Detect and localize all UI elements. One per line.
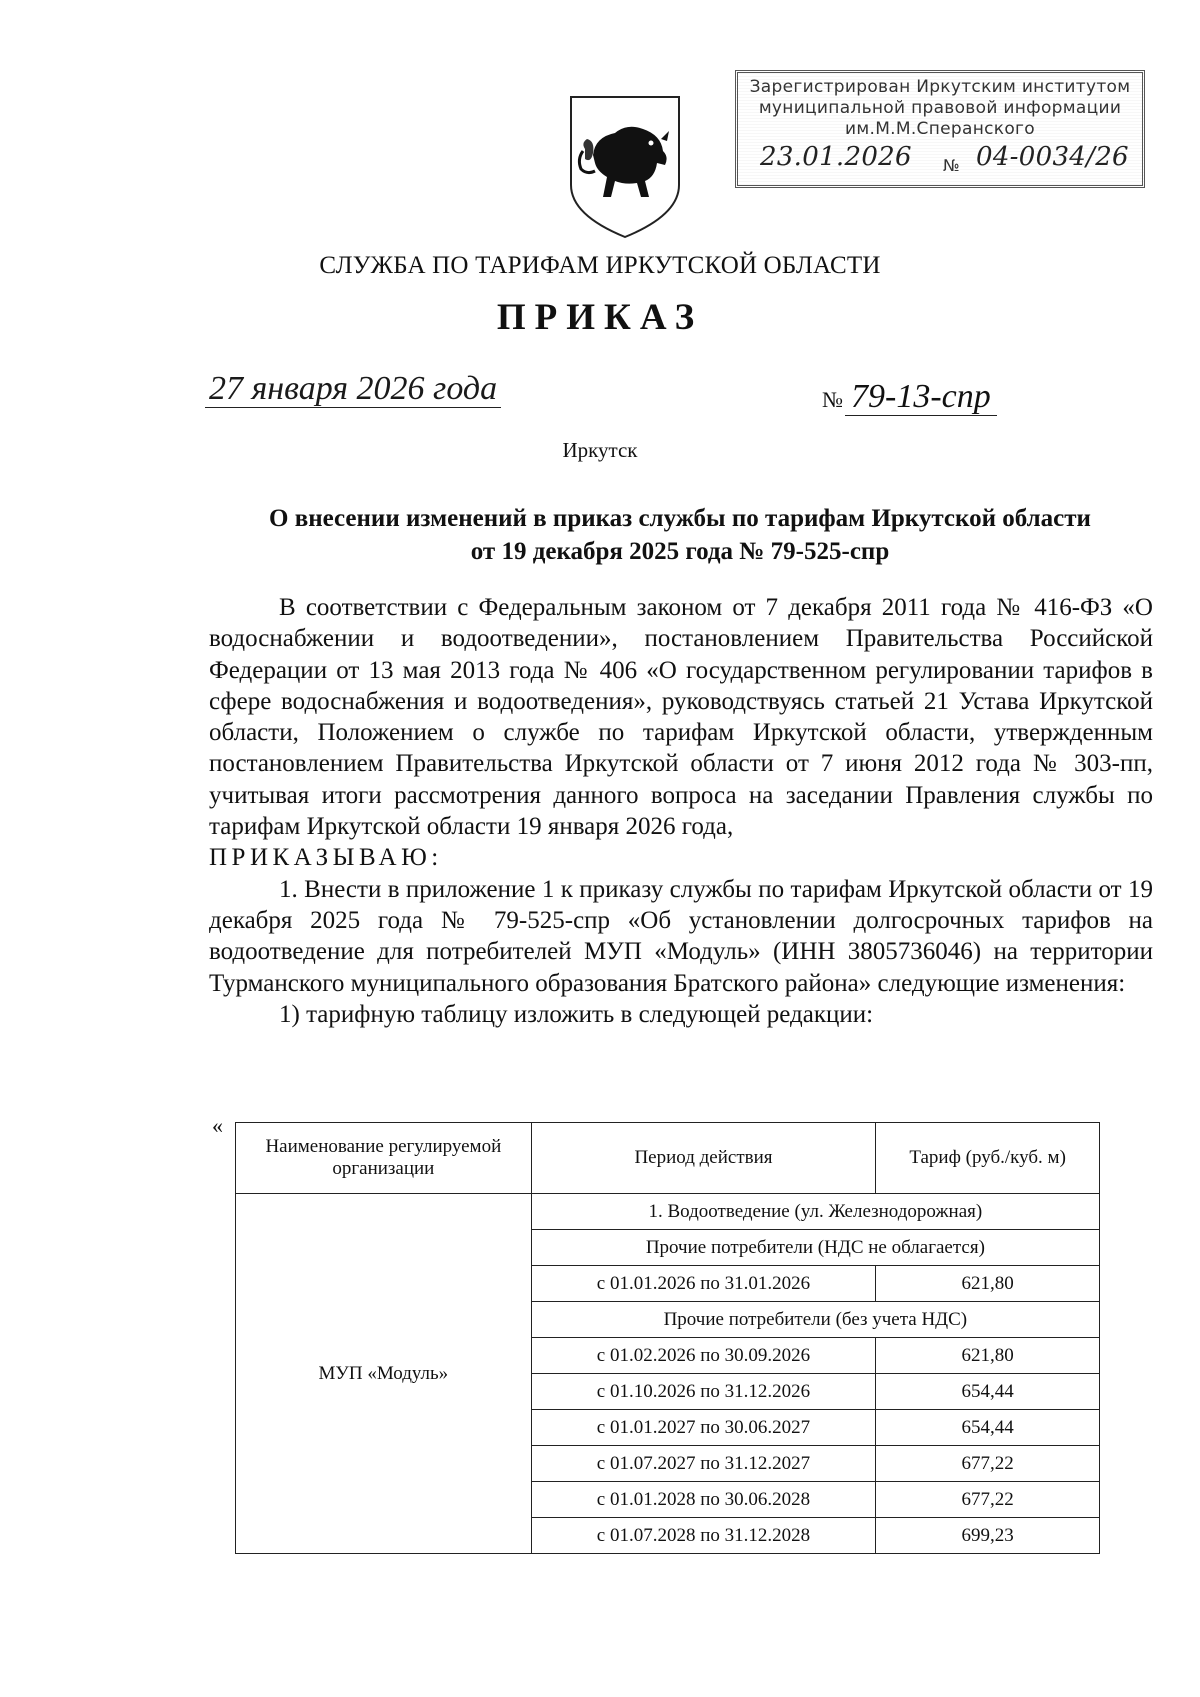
registration-stamp <box>735 70 1145 188</box>
period-cell: с 01.10.2026 по 31.12.2026 <box>531 1374 876 1410</box>
quote-open-mark: « <box>212 1113 223 1138</box>
period-cell: с 01.01.2026 по 31.01.2026 <box>531 1266 876 1302</box>
tariff-cell: 621,80 <box>876 1266 1100 1302</box>
header-period: Период действия <box>531 1123 876 1194</box>
document-title <box>200 502 1160 568</box>
order-date <box>205 370 501 408</box>
group-cell: Прочие потребители (без учета НДС) <box>531 1302 1099 1338</box>
header-organization: Наименование регулируемой организации <box>236 1123 532 1194</box>
order-number <box>822 378 997 416</box>
subitem-1-paragraph: 1) тарифную таблицу изложить в следующей редакции: <box>279 1000 874 1028</box>
period-cell: с 01.02.2026 по 30.09.2026 <box>531 1338 876 1374</box>
tariff-cell: 621,80 <box>876 1338 1100 1374</box>
order-word: ПРИКАЗЫВАЮ: <box>209 844 443 872</box>
tariff-cell: 699,23 <box>876 1518 1100 1554</box>
coat-of-arms-icon <box>565 93 685 241</box>
table-row <box>236 1194 1100 1230</box>
table-header-row <box>236 1123 1100 1194</box>
tariff-table <box>235 1122 1100 1554</box>
stamp-line-2: муниципальной правовой информации <box>758 98 1122 118</box>
period-cell: с 01.07.2027 по 31.12.2027 <box>531 1446 876 1482</box>
stamp-number-label: № <box>943 156 960 175</box>
tariff-cell: 654,44 <box>876 1374 1100 1410</box>
stamp-registration-number: 04-0034/26 <box>976 142 1129 172</box>
stamp-registration-date: 23.01.2026 <box>760 142 912 172</box>
period-cell: с 01.01.2027 по 30.06.2027 <box>531 1410 876 1446</box>
stamp-line-1: Зарегистрирован Иркутским институтом <box>749 77 1131 97</box>
tariff-cell: 677,22 <box>876 1446 1100 1482</box>
tariff-cell: 677,22 <box>876 1482 1100 1518</box>
organization-name: СЛУЖБА ПО ТАРИФАМ ИРКУТСКОЙ ОБЛАСТИ <box>319 252 881 279</box>
document-body <box>209 592 1153 1030</box>
item-1-paragraph: 1. Внести в приложение 1 к приказу службы по тарифам Иркутской области от 19 декабря 2025 года № 79-525-спр «Об установлении долгосрочных тарифов на водоотведение для потребителей МУП «Модуль» (ИНН 3805736046) на территории Турманского муниципального образования Братского района» следующие изменения: <box>209 875 1153 997</box>
group-cell: Прочие потребители (НДС не облагается) <box>531 1230 1099 1266</box>
period-cell: с 01.01.2028 по 30.06.2028 <box>531 1482 876 1518</box>
title-line-1: О внесении изменений в приказ службы по тарифам Иркутской области <box>269 505 1091 532</box>
order-number-value: 79-13-спр <box>845 378 997 416</box>
header-tariff: Тариф (руб./куб. м) <box>876 1123 1100 1194</box>
section-cell: 1. Водоотведение (ул. Железнодорожная) <box>531 1194 1099 1230</box>
document-type: ПРИКАЗ <box>496 297 704 338</box>
period-cell: с 01.07.2028 по 31.12.2028 <box>531 1518 876 1554</box>
order-date-value: 27 января 2026 года <box>205 370 501 408</box>
city: Иркутск <box>562 438 638 462</box>
preamble-paragraph: В соответствии с Федеральным законом от 7 декабря 2011 года № 416-ФЗ «О водоснабжении и водоотведении», постановлением Правительства Российской Федерации от 13 мая 2013 года № 406 «О государственном регулировании тарифов в сфере водоснабжения и водоотведения», руководствуясь статьей 21 Устава Иркутской области, Положением о службе по тарифам Иркутской области, утвержденным постановлением Правительства Иркутской области от 7 июня 2012 года № 303-пп, учитывая итоги рассмотрения данного вопроса на заседании Правления службы по тарифам Иркутской области 19 января 2026 года, <box>209 594 1153 841</box>
stamp-line-3: им.М.М.Сперанского <box>845 119 1035 139</box>
order-number-label: № <box>822 387 843 412</box>
title-line-2: от 19 декабря 2025 года № 79-525-спр <box>470 538 890 565</box>
tariff-cell: 654,44 <box>876 1410 1100 1446</box>
organization-cell: МУП «Модуль» <box>236 1194 532 1554</box>
